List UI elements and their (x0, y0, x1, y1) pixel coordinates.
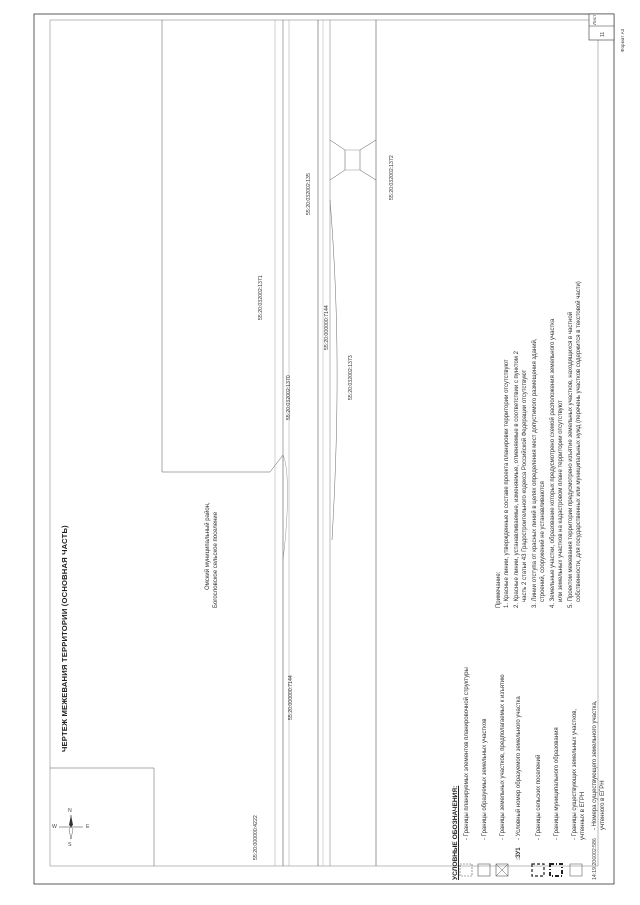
legend-item-1: - Границы планируемых элементов планировочной структуры (464, 667, 470, 840)
legend-symbol-existing (570, 864, 582, 876)
parcel-label-1372: 55:20:032002:1372 (389, 155, 395, 200)
note-line-6: 4. Земельные участки, образование которых предусмотрено схемой расположения земельного участка (550, 318, 556, 608)
legend-item-7b: учтенных в ЕГРН (580, 791, 586, 840)
parcel-label-1370: 55:20:032002:1370 (286, 375, 292, 420)
note-line-2: 2. Красные линии, устанавливаемые, изменяемые, отменяемые в соответствии с пунктом 2 (514, 351, 520, 608)
drawing-title: ЧЕРТЕЖ МЕЖЕВАНИЯ ТЕРРИТОРИИ (ОСНОВНАЯ ЧАСТЬ) (60, 525, 69, 752)
note-line-5: строений, сооружений не устанавливаются (540, 481, 546, 602)
legend-item-7: - Границы существующих земельных участков, (572, 708, 578, 840)
compass-e: E (86, 824, 90, 830)
note-line-3: часть 2 статьи 43 Градостроительного кодекса Российской Федерации отсутствуют (522, 369, 528, 602)
parcel-1373-boundary (330, 200, 337, 540)
district-label-1: Омский муниципальный район, (205, 502, 211, 590)
legend-zu-label: :ЗУ1 (516, 847, 522, 860)
notes-heading: Примечание: (496, 571, 502, 608)
sheet-number: 11 (600, 31, 606, 37)
note-line-9: собственности, для государственных или муниципальных нужд (перечень участков содержится в текстовой части) (576, 281, 582, 602)
parcel-1371-boundary (162, 20, 283, 472)
legend-heading: УСЛОВНЫЕ ОБОЗНАЧЕНИЯ: (452, 785, 459, 880)
parcel-label-7144-left: 55:20:000000:7144 (288, 675, 294, 720)
note-line-1: 1. Красные линии, утвержденные в составе проекта планировки территории отсутствуют (504, 359, 510, 608)
legend-symbol-rural (532, 864, 544, 876)
legend-item-8: - Номера существующего земельного участка, (592, 700, 598, 830)
legend-symbol-planning (460, 864, 472, 876)
legend-item-6: - Границы муниципального образования (554, 727, 560, 840)
parcel-label-1373: 55:20:032002:1373 (348, 355, 354, 400)
compass-s: S (68, 842, 72, 848)
sheet-label: Лист (593, 14, 598, 25)
legend-symbol-formed (478, 864, 490, 876)
parcel-label-4222: 55:20:000000:4222 (253, 815, 259, 860)
legend-item-5: - Границы сельских поселений (536, 754, 542, 840)
legend-item-2: - Границы образуемых земельных участков (482, 718, 488, 840)
parcel-label-135: 55:20:032002:135 (306, 173, 312, 215)
north-arrow-icon (56, 812, 86, 842)
parcel-label-7144-right: 55:20:000000:7144 (324, 305, 330, 350)
note-line-7: или земельных участков на кадастровом плане территории отсутствуют (558, 400, 564, 602)
legend-item-8b: учтенного в ЕГРН (600, 780, 606, 830)
district-label-2: Богословское сельское поселение (213, 511, 219, 608)
compass-n: N (68, 808, 72, 814)
road-crossing (330, 140, 345, 180)
legend-item-3: - Границы земельных участков, предполагаемых к изъятию (500, 674, 506, 840)
note-line-8: 5. Проектом межевания территории предусмотрено изъятие земельных участков, находящихся в частной (568, 311, 574, 608)
note-line-4: 3. Линии отступа от красных линий в целях определения мест допустимого размещения зданий, (532, 338, 538, 608)
legend-symbol-municipal (550, 864, 562, 876)
legend-cad-example: 14:19:206002:586 (592, 838, 598, 880)
legend-item-4: - Условный номер образуемого земельного участка (516, 696, 522, 840)
sheet-format: Формат А3 (620, 28, 625, 52)
parcel-label-1371: 55:20:032002:1371 (258, 275, 264, 320)
compass-w: W (52, 824, 57, 830)
legend-symbols (458, 842, 598, 880)
